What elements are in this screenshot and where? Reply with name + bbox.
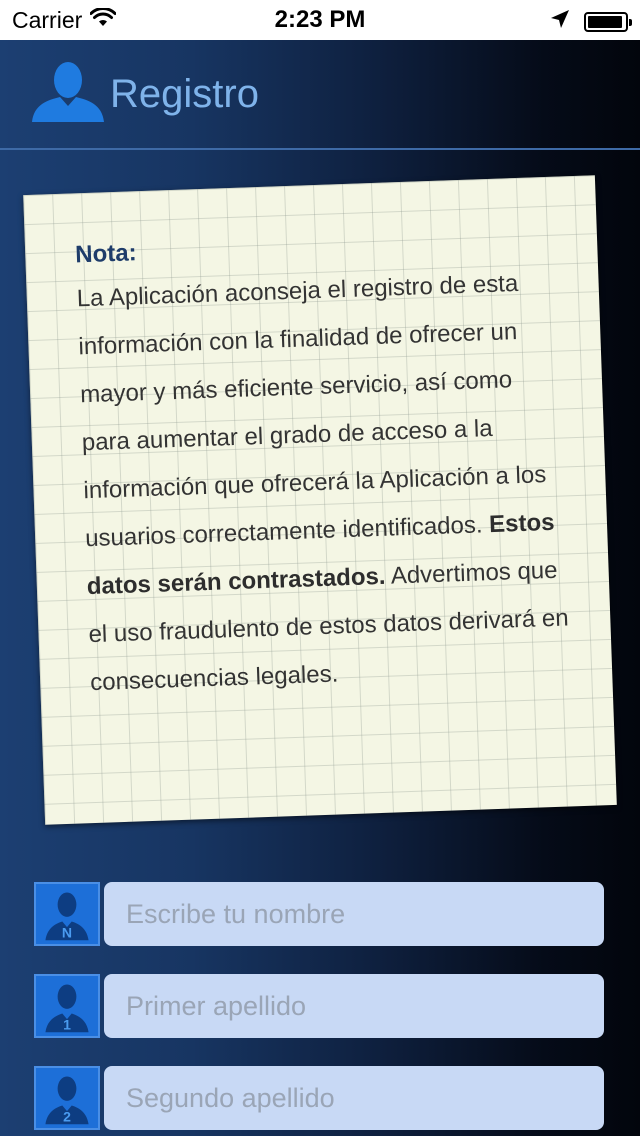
location-arrow-icon xyxy=(550,9,570,34)
note-title: Nota: xyxy=(74,239,138,269)
first-surname-field-row xyxy=(34,974,606,1038)
second-surname-input[interactable] xyxy=(104,1066,604,1130)
first-surname-input[interactable] xyxy=(104,974,604,1038)
second-surname-field-row xyxy=(34,1066,606,1130)
status-right-group xyxy=(550,9,628,34)
name-field-row xyxy=(34,882,606,946)
page-title: Registro xyxy=(110,72,259,116)
battery-fill xyxy=(588,16,622,28)
note-body xyxy=(76,259,573,708)
name-input[interactable] xyxy=(104,882,604,946)
note-bold-text: Estos datos serán contrastados. xyxy=(86,508,555,601)
name-icon-label: N xyxy=(61,924,73,941)
status-bar xyxy=(0,0,640,40)
note-text-before-bold: La Aplicación aconseja el registro de esta información con la finalidad de ofrecer un mayor y más eficiente servicio, así como para aumentar el grado de acceso a la información que ofrecerá la Aplicación a los usuarios correctamente identificados. xyxy=(76,269,547,553)
note-text-after-bold: Advertimos que el uso fraudulento de estos datos derivará en consecuencias legales. xyxy=(88,556,570,697)
first-surname-icon-label: 1 xyxy=(63,1016,71,1033)
user-name-icon xyxy=(34,882,100,946)
battery-icon xyxy=(584,12,628,32)
header xyxy=(0,40,640,150)
user-second-surname-icon xyxy=(34,1066,100,1130)
user-icon xyxy=(30,60,106,124)
user-first-surname-icon xyxy=(34,974,100,1038)
carrier-label: Carrier xyxy=(12,7,83,33)
note-card xyxy=(23,175,617,825)
second-surname-icon-label: 2 xyxy=(63,1108,71,1125)
status-time: 2:23 PM xyxy=(274,6,366,33)
